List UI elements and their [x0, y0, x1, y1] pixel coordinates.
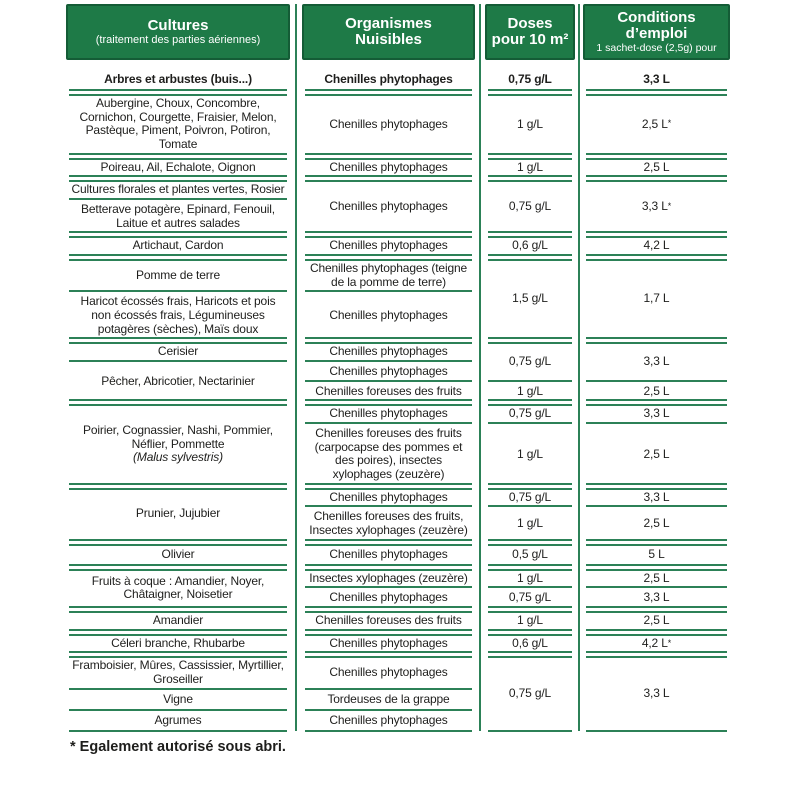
conditions-value: 2,5 L [643, 613, 670, 628]
header-title: Organismes [345, 14, 432, 32]
column-divider [295, 4, 297, 731]
header-cell-doses [485, 4, 575, 60]
cell-cultures: Prunier, Jujubier [66, 488, 290, 541]
conditions-value: 1,7 L [643, 291, 670, 306]
conditions-value: 2,5 L [643, 383, 670, 398]
footnote: * Egalement autorisé sous abri. [70, 738, 286, 755]
cell-dose [485, 68, 575, 91]
dose-value: 0,75 g/L [508, 199, 552, 214]
cell-dose [485, 488, 575, 508]
dose-value: 1 g/L [517, 613, 543, 628]
cell-conditions [583, 544, 730, 566]
cell-conditions [583, 68, 730, 91]
cell-dose [485, 259, 575, 339]
cell-conditions [583, 236, 730, 256]
row-group [66, 488, 730, 541]
row-group [66, 404, 730, 484]
cell-cultures: Céleri branche, Rhubarbe [66, 634, 290, 654]
cell-conditions [583, 424, 730, 485]
row-group [66, 68, 730, 91]
cell-organism: Chenilles phytophages [302, 94, 475, 155]
conditions-value: 4,2 L [641, 635, 668, 650]
conditions-value: 3,3 L [643, 406, 670, 421]
dose-value: 1 g/L [517, 446, 543, 461]
row-group [66, 544, 730, 566]
conditions-value: 3,3 L [643, 71, 670, 86]
cell-conditions [583, 342, 730, 381]
cell-organism: Tordeuses de la grappe [302, 690, 475, 711]
cell-organism: Chenilles phytophages (teigne de la pomme de terre) [302, 259, 475, 292]
conditions-value: 3,3 L [641, 199, 668, 214]
dose-value: 1 g/L [517, 570, 543, 585]
cell-cultures: Cultures florales et plantes vertes, Rosier [66, 180, 290, 200]
conditions-value: 3,3 L [643, 686, 670, 701]
cell-organism: Chenilles phytophages [302, 544, 475, 566]
cell-dose [485, 611, 575, 631]
row-group [66, 656, 730, 731]
cell-conditions [583, 259, 730, 339]
culture-latin-name: (Malus sylvestris) [133, 450, 223, 465]
cell-dose [485, 342, 575, 381]
cell-cultures: Artichaut, Cardon [66, 236, 290, 256]
dose-value: 1,5 g/L [512, 291, 548, 306]
dose-value: 0,75 g/L [508, 406, 552, 421]
conditions-value: 3,3 L [643, 590, 670, 605]
cell-conditions: 3,3 L * [583, 180, 730, 233]
dose-value: 0,5 g/L [512, 546, 548, 561]
dose-value: 0,75 g/L [508, 71, 552, 86]
cell-organism: Chenilles phytophages [302, 180, 475, 233]
cell-cultures: Amandier [66, 611, 290, 631]
conditions-value: 3,3 L [643, 354, 670, 369]
cell-conditions [583, 382, 730, 402]
conditions-value: 4,2 L [643, 238, 670, 253]
cell-conditions [583, 404, 730, 424]
conditions-value: 3,3 L [643, 489, 670, 504]
cell-cultures: Agrumes [66, 711, 290, 732]
conditions-value: 2,5 L [643, 570, 670, 585]
cell-dose [485, 544, 575, 566]
cell-dose [485, 424, 575, 485]
cell-cultures: Pomme de terre [66, 259, 290, 292]
conditions-value: 5 L [648, 546, 665, 561]
header-title: Doses [507, 14, 553, 32]
cell-organism: Chenilles phytophages [302, 634, 475, 654]
row-group [66, 94, 730, 155]
dose-value: 1 g/L [517, 516, 543, 531]
cell-dose [485, 656, 575, 731]
row-group [66, 180, 730, 233]
header-subtitle: (traitement des parties aériennes) [95, 33, 261, 46]
cell-organism: Chenilles phytophages [302, 292, 475, 339]
cell-dose [485, 158, 575, 178]
cell-cultures: Arbres et arbustes (buis...) [66, 68, 290, 91]
row-group [66, 236, 730, 256]
cell-organism: Chenilles foreuses des fruits, Insectes xylophages (zeuzère) [302, 507, 475, 540]
cell-organism: Chenilles phytophages [302, 68, 475, 91]
header-subtitle: 1 sachet-dose (2,5g) pour [596, 41, 717, 54]
cell-conditions [583, 488, 730, 508]
dose-value: 1 g/L [517, 383, 543, 398]
cell-cultures: Fruits à coque : Amandier, Noyer, Châtaigner, Noisetier [66, 569, 290, 608]
header-title: Conditions [617, 8, 696, 26]
cell-conditions [583, 569, 730, 589]
cell-organism: Chenilles phytophages [302, 488, 475, 508]
cell-conditions: 2,5 L * [583, 94, 730, 155]
cell-dose [485, 180, 575, 233]
table-header [66, 4, 730, 60]
row-group [66, 634, 730, 654]
cell-cultures: Olivier [66, 544, 290, 566]
cell-dose [485, 634, 575, 654]
cell-conditions: 4,2 L * [583, 634, 730, 654]
header-title: Cultures [147, 16, 209, 34]
cell-dose [485, 382, 575, 402]
cell-organism: Chenilles phytophages [302, 342, 475, 362]
cell-organism: Chenilles phytophages [302, 362, 475, 382]
cell-organism: Chenilles phytophages [302, 236, 475, 256]
conditions-value: 2,5 L [643, 516, 670, 531]
header-title: Nuisibles [355, 31, 422, 48]
cell-conditions [583, 158, 730, 178]
dose-value: 0,75 g/L [508, 686, 552, 701]
header-title: pour 10 m² [491, 31, 569, 48]
culture-name: Poirier, Cognassier, Nashi, Pommier, Néflier, Pommette [82, 423, 273, 451]
row-group [66, 158, 730, 178]
row-group [66, 569, 730, 608]
cell-cultures: Cerisier [66, 342, 290, 362]
header-title: d’emploi [625, 24, 688, 42]
cell-organism: Chenilles phytophages [302, 404, 475, 424]
cell-organism: Insectes xylophages (zeuzère) [302, 569, 475, 589]
row-group [66, 611, 730, 631]
cell-dose [485, 404, 575, 424]
cell-dose [485, 507, 575, 540]
cell-cultures: Betterave potagère, Epinard, Fenouil, Laitue et autres salades [66, 200, 290, 233]
cell-cultures: Aubergine, Choux, Concombre, Cornichon, Courgette, Fraisier, Melon, Pastèque, Piment, Poivron, Potiron, Tomate [66, 94, 290, 155]
cell-dose [485, 569, 575, 589]
cell-dose [485, 94, 575, 155]
header-cell-organismes [302, 4, 475, 60]
cell-conditions [583, 656, 730, 731]
dose-value: 0,75 g/L [508, 354, 552, 369]
dose-value: 1 g/L [517, 116, 543, 131]
cell-organism: Chenilles foreuses des fruits (carpocapse des pommes et des poires), insectes xylophages (zeuzère) [302, 424, 475, 485]
cell-conditions [583, 507, 730, 540]
dose-value: 0,75 g/L [508, 590, 552, 605]
row-group [66, 259, 730, 339]
header-cell-cultures [66, 4, 290, 60]
header-cell-conditions [583, 4, 730, 60]
dose-value: 0,6 g/L [512, 238, 548, 253]
cell-conditions [583, 611, 730, 631]
cell-dose [485, 236, 575, 256]
cell-organism: Chenilles phytophages [302, 588, 475, 608]
cell-organism: Chenilles phytophages [302, 158, 475, 178]
dosage-table [66, 4, 730, 732]
dose-value: 0,6 g/L [512, 635, 548, 650]
cell-cultures: Poireau, Ail, Echalote, Oignon [66, 158, 290, 178]
cell-cultures [66, 404, 290, 484]
cell-organism: Chenilles phytophages [302, 656, 475, 689]
conditions-value: 2,5 L [643, 159, 670, 174]
cell-cultures: Framboisier, Mûres, Cassissier, Myrtillier, Groseiller [66, 656, 290, 689]
cell-cultures: Haricot écossés frais, Haricots et pois non écossés frais, Légumineuses potagères (sèches), Maïs doux [66, 292, 290, 339]
cell-organism: Chenilles phytophages [302, 711, 475, 732]
cell-conditions [583, 588, 730, 608]
conditions-value: 2,5 L [643, 446, 670, 461]
dose-value: 1 g/L [517, 159, 543, 174]
cell-organism: Chenilles foreuses des fruits [302, 382, 475, 402]
cell-dose [485, 588, 575, 608]
cell-organism: Chenilles foreuses des fruits [302, 611, 475, 631]
conditions-value: 2,5 L [641, 116, 668, 131]
dose-value: 0,75 g/L [508, 489, 552, 504]
column-divider [578, 4, 580, 731]
cell-cultures: Pêcher, Abricotier, Nectarinier [66, 362, 290, 401]
cell-cultures: Vigne [66, 690, 290, 711]
column-divider [479, 4, 481, 731]
row-group [66, 342, 730, 401]
